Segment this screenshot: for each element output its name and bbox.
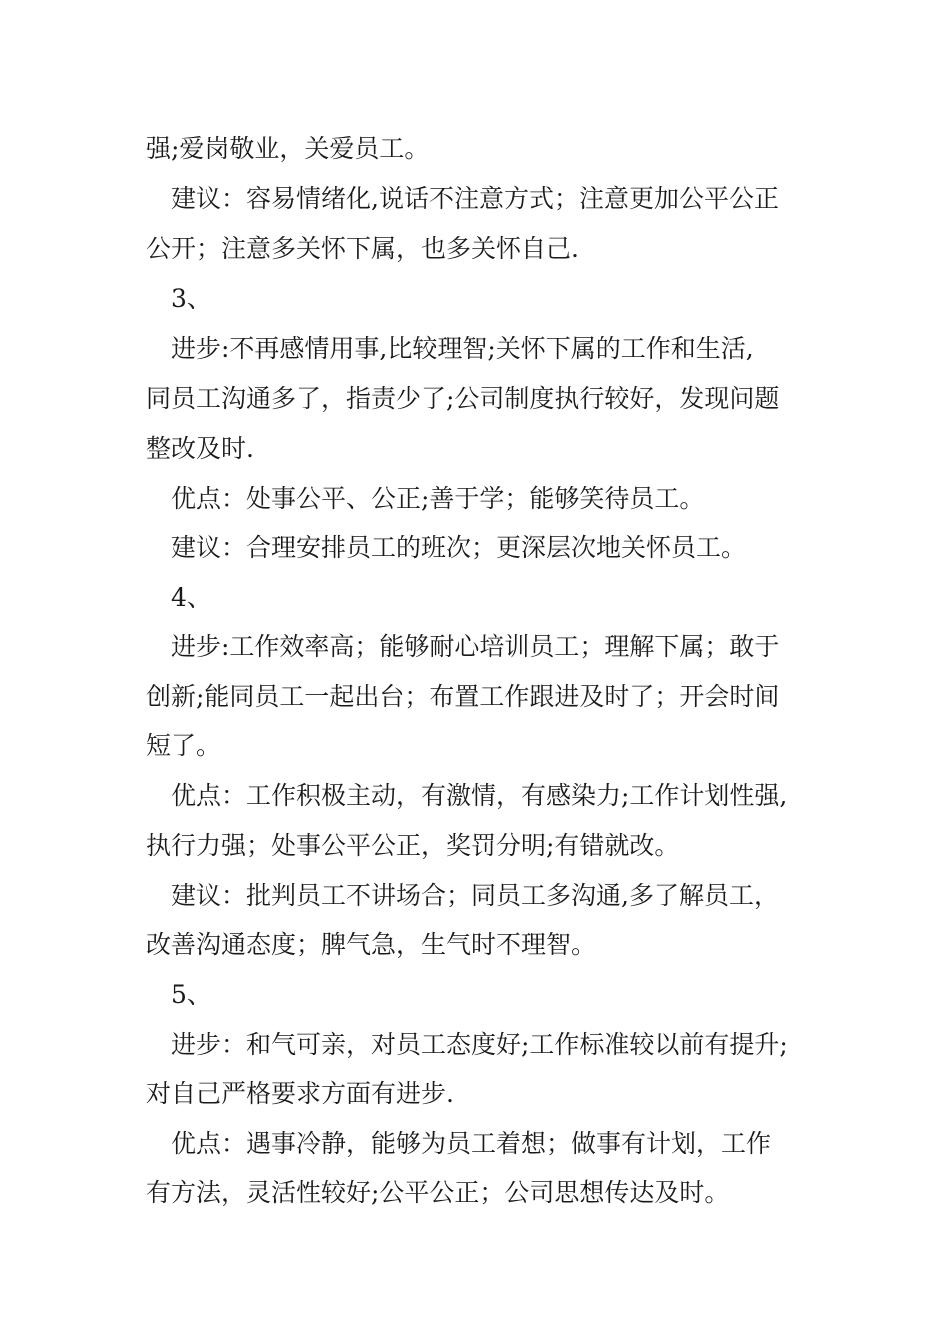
text-line: 公开；注意多关怀下属，也多关怀自己. <box>146 234 579 263</box>
text-line: 执行力强；处事公平公正，奖罚分明;有错就改。 <box>146 831 680 860</box>
text-line: 优点：处事公平、公正;善于学；能够笑待员工。 <box>171 484 705 513</box>
text-line: 进步:工作效率高；能够耐心培训员工；理解下属；敢于 <box>171 632 780 661</box>
text-line: 建议：容易情绪化,说话不注意方式；注意更加公平公正 <box>171 184 779 213</box>
text-line: 强;爱岗敬业，关爱员工。 <box>146 134 430 163</box>
text-line: 进步：和气可亲，对员工态度好;工作标准较以前有提升; <box>171 1030 788 1059</box>
section-number: 3、 <box>171 284 212 313</box>
text-line: 对自己严格要求方面有进步. <box>146 1079 454 1108</box>
text-line: 优点：工作积极主动，有激情，有感染力;工作计划性强, <box>171 781 788 810</box>
text-line: 有方法，灵活性较好;公平公正；公司思想传达及时。 <box>146 1178 730 1207</box>
text-line: 建议：批判员工不讲场合；同员工多沟通,多了解员工， <box>171 881 779 910</box>
text-line: 同员工沟通多了，指责少了;公司制度执行较好，发现问题 <box>146 384 780 413</box>
text-line: 优点：遇事冷静，能够为员工着想；做事有计划，工作 <box>171 1129 772 1158</box>
section-number: 5、 <box>171 980 212 1009</box>
text-line: 创新;能同员工一起出台；布置工作跟进及时了；开会时间 <box>146 682 780 711</box>
section-number: 4、 <box>171 583 212 612</box>
text-line: 整改及时. <box>146 434 254 463</box>
text-line: 进步:不再感情用事,比较理智;关怀下属的工作和生活, <box>171 334 754 363</box>
text-line: 短了。 <box>146 731 222 760</box>
text-line: 建议：合理安排员工的班次；更深层次地关怀员工。 <box>171 533 747 562</box>
text-line: 改善沟通态度；脾气急，生气时不理智。 <box>146 930 597 959</box>
